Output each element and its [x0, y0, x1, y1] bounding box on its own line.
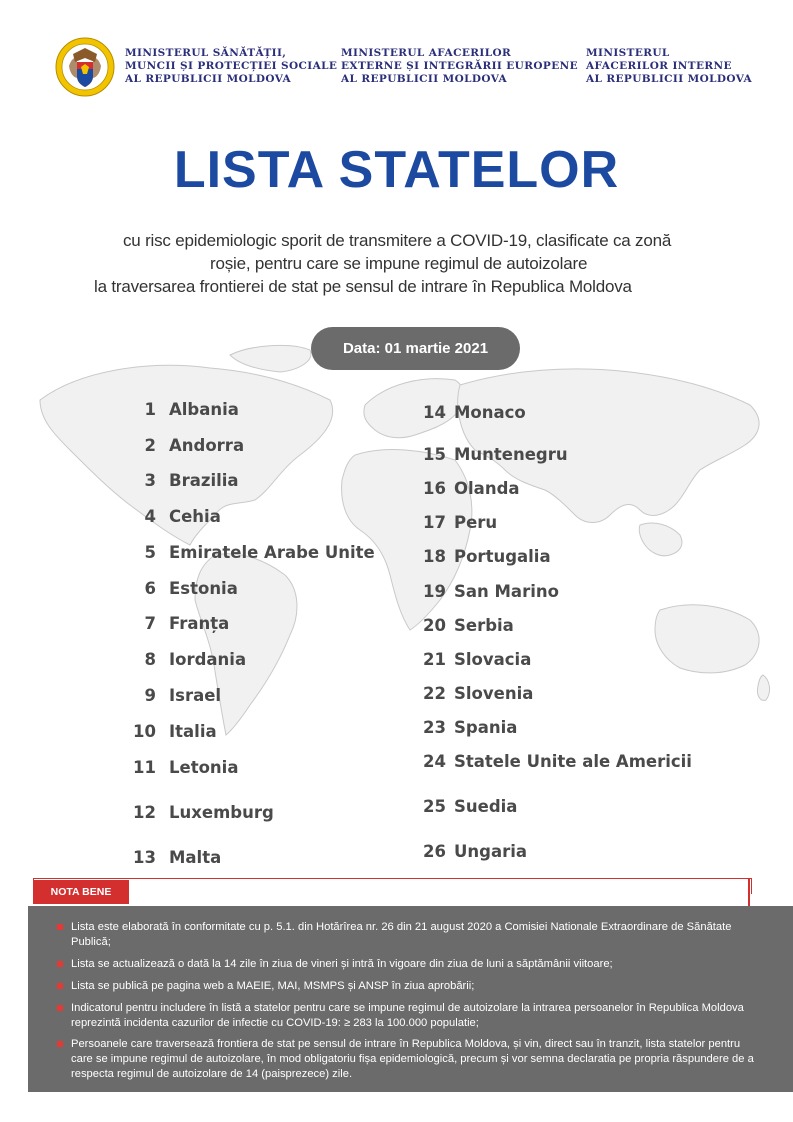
date-badge: Data: 01 martie 2021	[311, 327, 520, 370]
bullet-icon	[57, 1005, 63, 1011]
subtitle-line-1: cu risc epidemiologic sporit de transmitere a COVID-19, clasificate ca zonă	[123, 231, 672, 250]
nota-bene-panel	[28, 906, 793, 1092]
bullet-icon	[57, 983, 63, 989]
bullet-icon	[57, 924, 63, 930]
ministry-health-name: MINISTERUL SĂNĂTĂȚII, MUNCII ȘI PROTECȚIEI SOCIALE AL REPUBLICII MOLDOVA	[125, 47, 338, 85]
bullet-icon	[57, 961, 63, 967]
nota-bene-frame-side	[748, 878, 750, 908]
ministry-foreign-affairs-name: MINISTERUL AFACERILOR EXTERNE ȘI INTEGRĂRII EUROPENE AL REPUBLICII MOLDOVA	[341, 47, 579, 85]
nota-bene-item: Lista se actualizează o dată la 14 zile în ziua de vineri și intră în vigoare din ziua de luni a săptămânii viitoare;	[57, 957, 763, 972]
moldova-crest-logo	[55, 36, 115, 98]
subtitle-line-3: la traversarea frontierei de stat pe sensul de intrare în Republica Moldova	[94, 277, 632, 296]
page-title: LISTA STATELOR	[173, 141, 620, 199]
nota-bene-label: NOTA BENE	[33, 880, 129, 904]
nota-bene-item: Indicatorul pentru includere în listă a statelor pentru care se impune regimul de autoizolare la intrarea persoanelor în Republica Moldova reprezintă incidenta cazurilor de infectie cu COVID-19: ≥ 283 la 100.000 populatie;	[57, 1001, 763, 1031]
bullet-icon	[57, 1041, 63, 1047]
ministry-internal-affairs-name: MINISTERUL AFACERILOR INTERNE AL REPUBLICII MOLDOVA	[586, 47, 753, 85]
world-map-background	[0, 330, 793, 750]
nota-bene-item: Persoanele care traversează frontiera de stat pe sensul de intrare în Republica Moldova, și vin, direct sau în tranzit, lista statelor pentru care se impune regimul de autoizolare, în mod obligatoriu fișa epidemiologică, precum și vor semna declaratia pe propria răspundere de a respecta regimul de autoizolare de 14 (paisprezece) zile.	[57, 1037, 763, 1082]
nota-bene-frame	[33, 878, 752, 894]
subtitle-line-2: roșie, pentru care se impune regimul de autoizolare	[210, 254, 588, 273]
nota-bene-item: Lista se publică pe pagina web a MAEIE, MAI, MSMPS și ANSP în ziua aprobării;	[57, 979, 763, 994]
nota-bene-item: Lista este elaborată în conformitate cu p. 5.1. din Hotărîrea nr. 26 din 21 august 2020 a Comisiei Nationale Extraordinare de Sănătate Publică;	[57, 920, 763, 950]
